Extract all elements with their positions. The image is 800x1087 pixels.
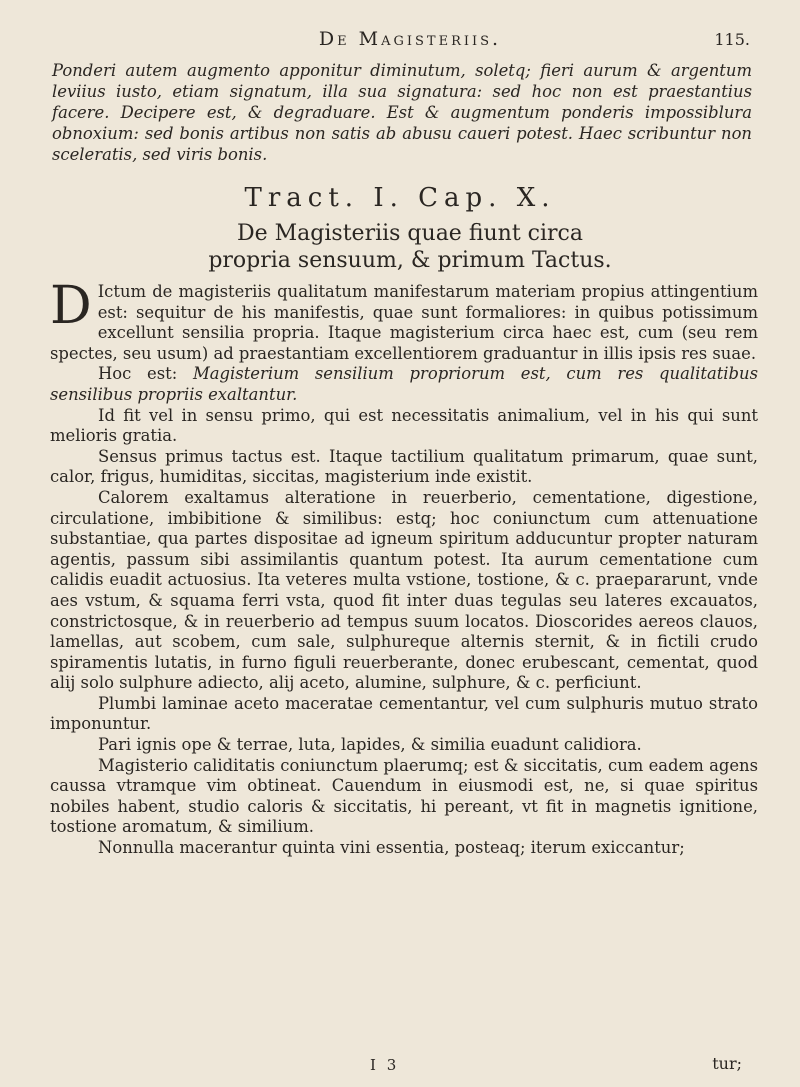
page-footer — [0, 1056, 800, 1080]
paragraph-2-prefix: Hoc est: — [98, 364, 193, 384]
paragraph-6: Plumbi laminae aceto maceratae cementantur, vel cum sulphuris mutuo strato imponuntur. — [50, 693, 758, 734]
definition-italic: Magisterium sensilium propriorum est, cum res qualitatibus sensilibus propriis exaltantur. — [50, 364, 759, 404]
paragraph-3: Id fit vel in sensu primo, qui est necessitatis animalium, vel in his qui sunt melioris gratia. — [50, 405, 758, 446]
paragraph-2 — [50, 364, 758, 405]
drop-cap: D — [50, 276, 92, 336]
paragraph-4: Sensus primus tactus est. Itaque tactilium qualitatum primarum, quae sunt, calor, frigus, humiditas, siccitas, magisterium inde existit. — [50, 446, 758, 487]
paragraph-1 — [50, 276, 758, 364]
running-head: De Magisteriis. — [318, 28, 502, 50]
paragraph-5: Calorem exaltamus alteratione in reuerberio, cementatione, digestione, circulatione, imbibitione & similibus: estq; hoc coniunctum cum attenuatione substantiae, qua partes dispositae ad igneum spiritum adducuntur propter naturam agentis, passum sibi assimilantis quantum potest. Ita aurum cementatione cum calidis euadit actuosius. Ita veteres multa vstione, tostione, & c. praepararunt, vnde aes vstum, & squama ferri vsta, quod fit inter duas tegulas seu lateres excauatos, constrictosque, & in reuerberio ad tempus suum locatos. Dioscorides aereos clauos, lamellas, aut scobem, cum sale, sulphureque alternis sternit, & in fictili crudo spiramentis lutatis, in furno figuli reuerberante, donec erubescant, cementat, quod alij solo sulphure adiecto, alij aceto, alumine, sulphure, & c. perficiunt. — [50, 487, 758, 693]
paragraph-1-text: Ictum de magisteriis qualitatum manifestarum materiam propius attingentium est: sequitur de his manifestis, quae sunt formaliores: in quibus potissimum excellunt sensilia propria. Itaque magisterium circa haec est, cum (seu rem spectes, seu usum) ad praestantiam excellentiorem graduantur in illis ipsis res suae. — [50, 282, 758, 363]
signature-mark: I 3 — [370, 1056, 400, 1074]
intro-paragraph: Ponderi autem augmento apponitur diminutum, soletq; fieri aurum & argentum leviius iusto, etiam signatum, illa sua signatura: sed hoc non est praestantius facere. Decipere est, & degraduare. Est & augmentum ponderis impossiblura obnoxium: sed bonis artibus non satis ab abusu caueri potest. Haec scribuntur non sceleratis, sed viris bonis. — [52, 61, 752, 164]
paragraph-9: Nonnulla macerantur quinta vini essentia, posteaq; iterum exiccantur; — [98, 838, 685, 858]
tract-heading: Tract. I. Cap. X. — [244, 183, 556, 213]
page-number: 115. — [714, 30, 750, 49]
paragraph-7: Pari ignis ope & terrae, luta, lapides, & similia euadunt calidiora. — [98, 735, 642, 755]
main-text — [50, 276, 759, 859]
catchword: tur; — [712, 1054, 742, 1073]
page-header — [0, 28, 800, 58]
chapter-title: De Magisteriis quae fiunt circa propria sensuum, & primum Tactus. — [208, 221, 612, 273]
paragraph-8: Magisterio caliditatis coniunctum plaerumq; est & siccitatis, cum eadem agens caussa vtramque vim obtineat. Cauendum in eiusmodi est, ne, si quae spiritus nobiles habent, studio caloris & siccitatis, hi pereant, vt fit in magnetis ignitione, tostione aromatum, & similium. — [50, 755, 758, 837]
